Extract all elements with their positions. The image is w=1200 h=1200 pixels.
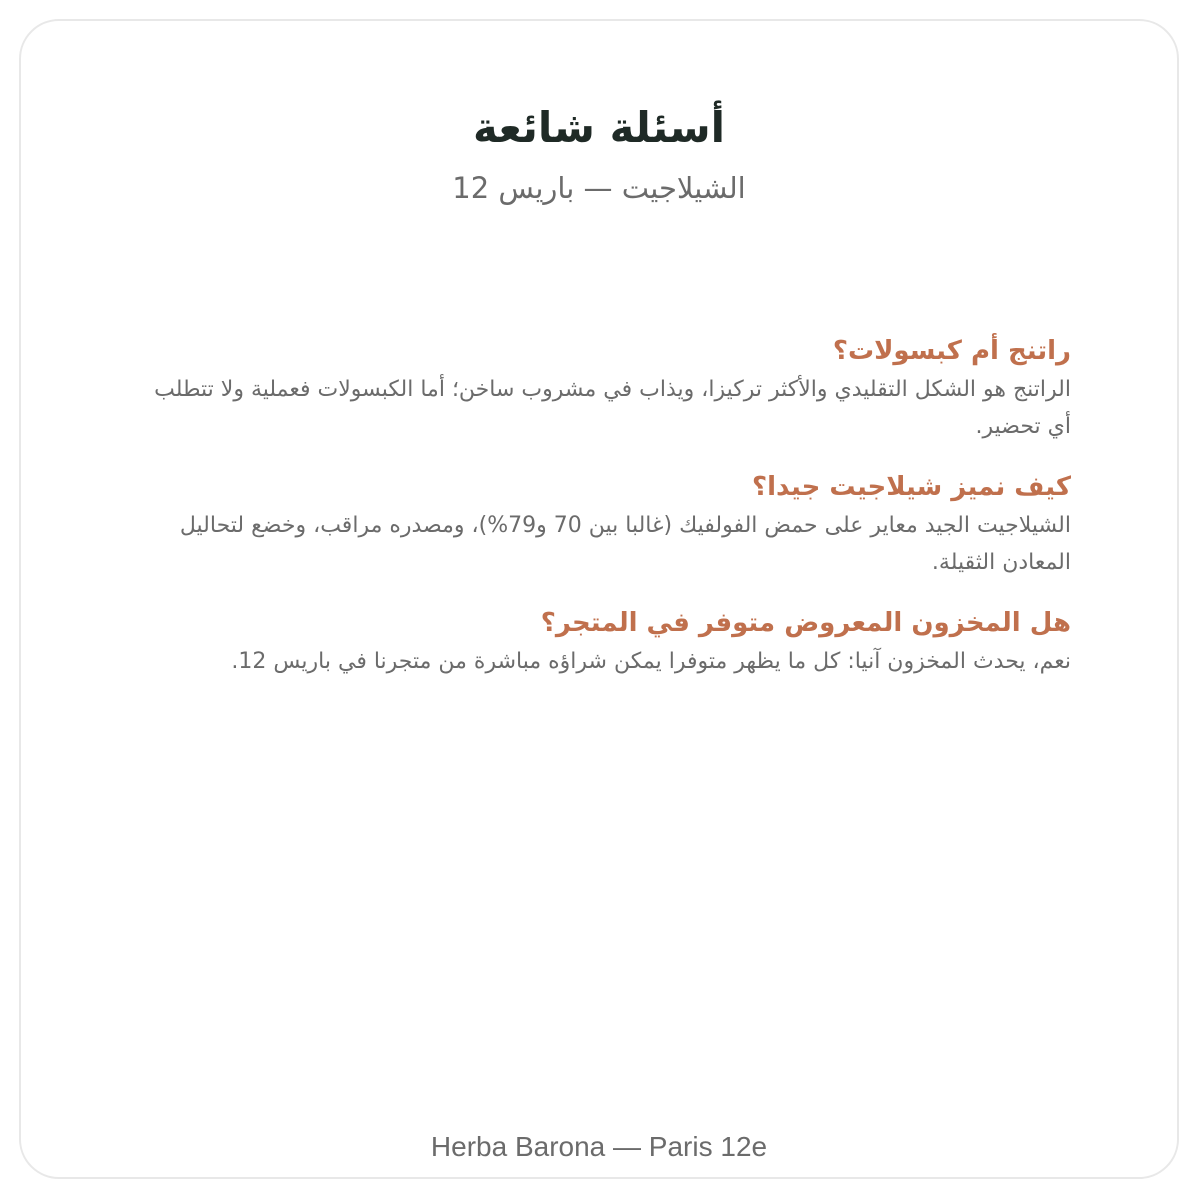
page-title: أسئلة شائعة xyxy=(472,103,726,152)
faq-answer: الراتنج هو الشكل التقليدي والأكثر تركيزا، ويذاب في مشروب ساخن؛ أما الكبسولات فعملية ولا تتطلب أي تحضير. xyxy=(154,377,1071,439)
faq-item-stock-availability xyxy=(125,603,1071,680)
faq-answer: نعم، يحدث المخزون آنيا: كل ما يظهر متوفرا يمكن شراؤه مباشرة من متجرنا في باريس 12. xyxy=(231,649,1071,674)
footer-brand: Herba Barona — Paris 12e xyxy=(430,1131,768,1162)
faq-answer: الشيلاجيت الجيد معاير على حمض الفولفيك (غالبا بين 70 و79%)، ومصدره مراقب، وخضع لتحاليل المعادن الثقيلة. xyxy=(179,513,1071,575)
page-subtitle: الشيلاجيت — باريس 12 xyxy=(452,171,746,205)
faq-item-good-shilajit xyxy=(125,467,1071,581)
faq-card xyxy=(19,19,1179,1179)
faq-list xyxy=(125,331,1071,702)
faq-question: هل المخزون المعروض متوفر في المتجر؟ xyxy=(540,608,1071,638)
faq-item-resin-or-capsules xyxy=(125,331,1071,445)
faq-question: كيف نميز شيلاجيت جيدا؟ xyxy=(752,472,1071,502)
faq-question: راتنج أم كبسولات؟ xyxy=(832,336,1071,366)
